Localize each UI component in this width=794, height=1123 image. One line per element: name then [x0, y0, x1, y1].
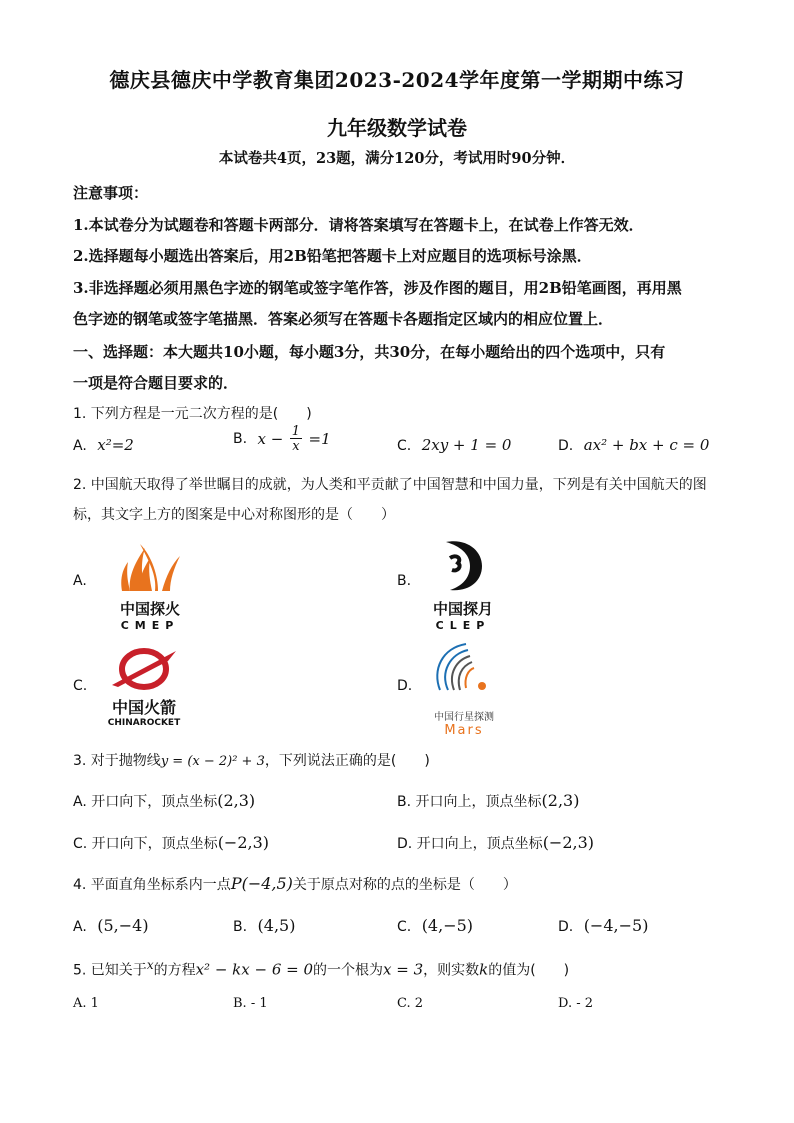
stem-equation: x² − kx − 6 = 0 — [195, 960, 314, 979]
notes-item-1: 1.本试卷分为试题卷和答题卡两部分．请将答案填写在答题卡上，在试卷上作答无效． — [73, 216, 644, 234]
question-1-option-b — [233, 425, 331, 453]
question-5-option-d: D. - 2 — [558, 996, 594, 1011]
option-label: B. — [233, 919, 248, 935]
question-3-option-b — [397, 791, 579, 811]
question-5-option-a: A. 1 — [73, 996, 99, 1011]
notes-item-2: 2.选择题每小题选出答案后，用2B铅笔把答题卡上对应题目的选项标号涂黑． — [73, 247, 592, 265]
exam-info: 本试卷共4页，23题，满分120分，考试用时90分钟． — [218, 150, 576, 167]
notes-heading: 注意事项： — [73, 184, 149, 202]
question-2-option-b-label: B. — [397, 573, 412, 589]
stem-text: ，下列说法正确的是( ) — [264, 753, 430, 769]
option-label: A. — [73, 919, 87, 935]
question-3-stem — [73, 750, 430, 770]
option-expression: ax² + bx + c = 0 — [583, 436, 710, 454]
stem-text: 的值为( ) — [488, 962, 570, 979]
question-1-stem: 1. 下列方程是一元二次方程的是( ) — [73, 406, 312, 422]
option-text: A. 开口向下，顶点坐标 — [73, 794, 218, 810]
fire-icon — [100, 536, 200, 596]
question-4-option-d — [558, 916, 648, 935]
option-label: D. — [558, 919, 574, 935]
question-4-option-b — [233, 916, 295, 935]
option-coordinate: (2,3) — [217, 791, 256, 810]
option-text: D. 开口向上，顶点坐标 — [397, 836, 543, 852]
option-expression-left: x − — [257, 430, 284, 448]
fraction — [290, 425, 302, 453]
option-coordinate: (−2,3) — [542, 833, 595, 852]
option-label: A. — [73, 438, 87, 454]
section-1-heading: 一、选择题：本大题共10小题，每小题3分，共30分，在每小题给出的四个选项中，只有 — [73, 343, 666, 361]
option-coordinate: (2,3) — [541, 791, 580, 810]
question-2-option-c-label: C. — [73, 678, 88, 694]
option-coordinate: (4,−5) — [421, 916, 474, 935]
option-expression-right: =1 — [308, 430, 331, 448]
option-text: C. 开口向下，顶点坐标 — [73, 836, 218, 852]
orbit-icon — [422, 640, 506, 704]
stem-variable: k — [479, 960, 489, 979]
fraction-numerator: 1 — [291, 424, 301, 439]
stem-root: x = 3 — [383, 960, 424, 979]
chinarocket-logo — [98, 645, 190, 728]
exam-subject-title: 九年级数学试卷 — [327, 116, 467, 140]
question-4-option-a — [73, 916, 149, 935]
logo-english-text: CHINAROCKET — [107, 718, 181, 728]
question-5-stem — [73, 958, 569, 980]
option-coordinate: (4,5) — [257, 916, 296, 935]
section-1-heading-cont: 一项是符合题目要求的． — [73, 374, 239, 392]
stem-expression: y = (x − 2)² + 3 — [160, 754, 265, 769]
question-2-stem-line1: 2. 中国航天取得了举世瞩目的成就，为人类和平贡献了中国智慧和中国力量，下列是有关中国航天的图 — [73, 477, 707, 493]
logo-english-text: Mars — [444, 723, 484, 738]
logo-chinese-text: 中国火箭 — [111, 698, 176, 717]
option-coordinate: (−4,−5) — [583, 916, 649, 935]
option-expression: 2xy + 1 = 0 — [421, 436, 512, 454]
option-expression: x²=2 — [97, 436, 134, 454]
mars-logo — [422, 640, 506, 738]
stem-variable: x — [146, 958, 154, 972]
stem-text: 5. 已知关于 — [73, 962, 147, 979]
logo-chinese-text: 中国探火 — [119, 600, 180, 618]
logo-english-text: CMEP — [120, 619, 180, 632]
notes-item-3-line1: 3.非选择题必须用黑色字迹的钢笔或签字笔作答，涉及作图的题目，用2B铅笔画图，再用黑 — [73, 279, 682, 297]
fraction-denominator: x — [292, 439, 300, 454]
stem-text: 的一个根为 — [313, 962, 384, 979]
logo-chinese-text: 中国探月 — [432, 600, 493, 618]
notes-item-3-line2: 色字迹的钢笔或签字笔描黑．答案必须写在答题卡各题指定区域内的相应位置上． — [73, 310, 614, 328]
stem-text: 关于原点对称的点的坐标是（ ） — [292, 877, 517, 893]
question-4-stem — [73, 874, 517, 894]
option-label: C. — [397, 438, 412, 454]
option-label: B. — [233, 431, 248, 447]
question-3-option-a — [73, 791, 255, 811]
question-2-option-d-label: D. — [397, 678, 413, 694]
stem-expression: P(−4,5) — [230, 874, 293, 893]
rocket-ring-icon — [98, 645, 190, 691]
stem-text: ，则实数 — [423, 962, 480, 979]
moon-icon — [418, 536, 508, 594]
question-5-option-c: C. 2 — [397, 996, 424, 1011]
logo-english-text: CLEP — [435, 619, 491, 632]
question-5-option-b: B. - 1 — [233, 996, 268, 1011]
question-3-option-c — [73, 833, 269, 853]
option-text: B. 开口向上，顶点坐标 — [397, 794, 542, 810]
option-coordinate: (−2,3) — [217, 833, 270, 852]
stem-text: 的方程 — [153, 962, 196, 979]
question-3-option-d — [397, 833, 594, 853]
question-2-stem-line2: 标，其文字上方的图案是中心对称图形的是（ ） — [73, 507, 395, 523]
option-label: D. — [558, 438, 574, 454]
question-1-option-d — [558, 436, 709, 454]
stem-text: 4. 平面直角坐标系内一点 — [73, 877, 231, 893]
question-1-option-c — [397, 436, 511, 454]
question-4-option-c — [397, 916, 473, 935]
stem-text: 3. 对于抛物线 — [73, 753, 161, 769]
question-1-option-a — [73, 436, 134, 454]
option-coordinate: (5,−4) — [97, 916, 149, 935]
cmep-logo — [100, 536, 200, 632]
clep-logo — [418, 536, 508, 632]
logo-chinese-text: 中国行星探测 — [434, 712, 494, 723]
question-2-option-a-label: A. — [73, 573, 87, 589]
exam-title: 德庆县德庆中学教育集团2023-2024学年度第一学期期中练习 — [109, 68, 685, 92]
option-label: C. — [397, 919, 412, 935]
